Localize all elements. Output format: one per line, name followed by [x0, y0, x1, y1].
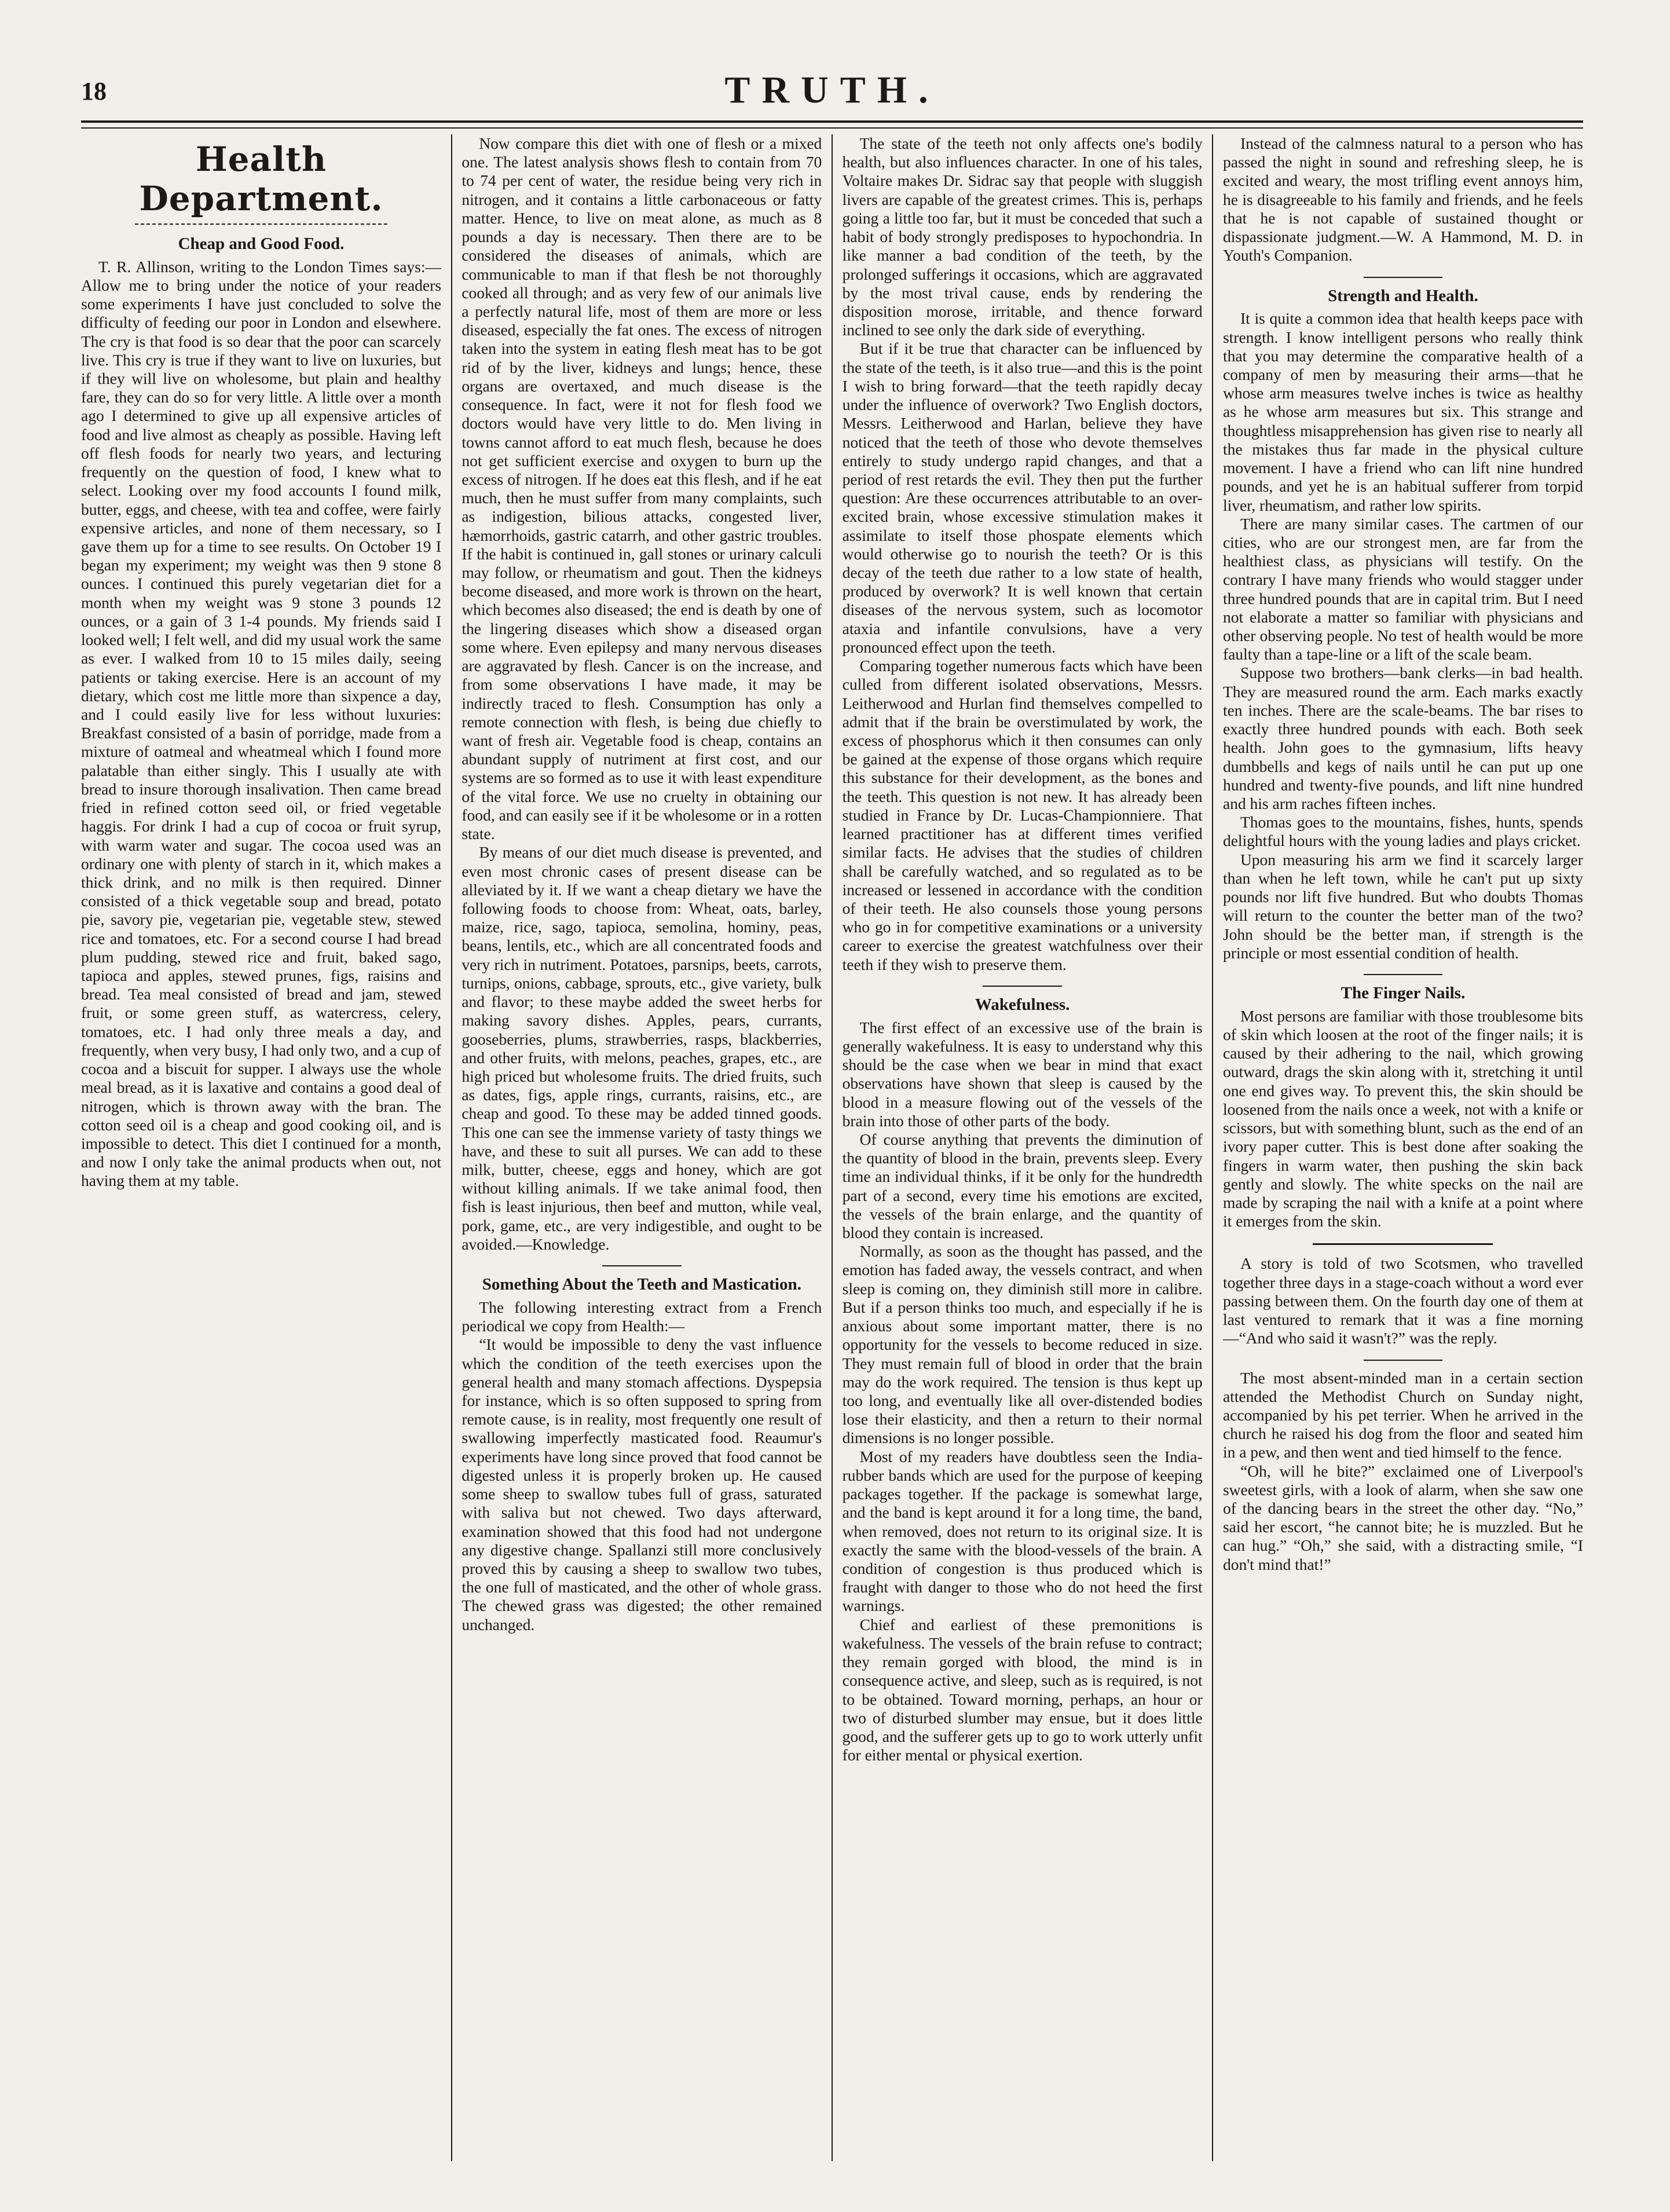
paragraph: Of course anything that prevents the diminution of the quantity of blood in the brain, prevents sleep. Every time an individual thinks, if it be only for the hundredth part of a second, every time his emotions are excited, the vessels of the brain enlarge, and the quantity of blood they contain is increased. — [842, 1130, 1203, 1242]
paragraph: Thomas goes to the mountains, fishes, hunts, spends delightful hours with the young ladies and plays cricket. — [1222, 813, 1583, 850]
column-3 — [843, 134, 1203, 2161]
article-heading-strength: Strength and Health. — [1328, 286, 1478, 305]
section-separator — [602, 1265, 682, 1266]
section-separator — [1364, 1360, 1443, 1361]
paragraph: Chief and earliest of these premonitions is wakefulness. The vessels of the brain refuse to contract; they remain gorged with blood, the mind is in consequence active, and sleep, such as is required, is not to be obtained. Toward morning, perhaps, an hour or two of disturbed slumber may ensue, but it does little good, and the sufferer gets up to go to work utterly unfit for either mental or physical exertion. — [842, 1615, 1203, 1764]
paragraph: T. R. Allinson, writing to the London Times says:—Allow me to bring under the notice of your readers some experiments I have just concluded to solve the difficulty of feeding our poor in London and elsewhere. The cry is that food is so dear that the poor can scarcely live. This cry is true if they want to live on luxuries, but if they will live on wholesome, but plain and healthy fare, they can do so for very little. A little over a month ago I determined to give up all expensive articles of food and live almost as cheaply as possible. Having left off flesh foods for nearly two years, and lecturing frequently on the question of food, I knew what to select. Looking over my food accounts I found milk, butter, eggs, and cheese, with tea and coffee, were fairly expensive articles, and none of them necessary, so I gave them up for a time to see results. On October 19 I began my experiment; my weight was then 9 stone 8 ounces. I continued this purely vegetarian diet for a month when my weight was 9 stone 3 pounds 12 ounces, or a gain of 3 1-4 pounds. My friends said I looked well; I felt well, and did my usual work the same as ever. I walked from 10 to 15 miles daily, seeing patients or taking exercise. Here is an account of my dietary, which cost me little more than sixpence a day, and I could easily live for less without luxuries: Breakfast consisted of a basin of porridge, made from a mixture of oatmeal and wheatmeal which I found more palatable than either singly. This I usually ate with bread to insure thorough insalivation. Then came bread fried in refined cotton seed oil, or fried vegetable haggis. For drink I had a cup of cocoa or fruit syrup, with warm water and sugar. The cocoa used was an ordinary one with plenty of starch in it, which makes a thick drink, and no milk is then required. Dinner consisted of a thick vegetable soup and bread, potato pie, savory pie, vegetarian pie, vegetable stew, stewed rice and tomatoes, etc. For a second course I had bread plum pudding, stewed rice and fruit, baked sago, tapioca and apples, stewed prunes, figs, raisins and bread. Tea meal consisted of bread and jam, stewed fruit, or some green stuff, as watercress, celery, tomatoes, etc. I had only three meals a day, and frequently, when very busy, I had only two, and a cup of cocoa and a biscuit for supper. I always use the whole meal bread, as it is laxative and contains a good deal of nitrogen, which is thrown away with the bran. The cotton seed oil is a cheap and good cooking oil, and is impossible to detect. This diet I continued for a month, and now I only take the animal products when out, not having them at my table. — [81, 257, 441, 1190]
section-separator — [1364, 277, 1443, 278]
column-divider — [832, 134, 833, 2161]
paragraph: Now compare this diet with one of flesh or a mixed one. The latest analysis shows flesh to contain from 70 to 74 per cent of water, the residue being very rich in nitrogen, and it contains a little carbonaceous or fatty matter. Hence, to live on meat alone, as much as 8 pounds a day is necessary. Then there are to be considered the diseases of animals, which are communicable to man if that flesh be not thoroughly cooked all through; and as very few of our animals live a perfectly natural life, most of them are more or less diseased, especially the fat ones. The excess of nitrogen taken into the system in eating flesh meat has to be got rid of by the liver, kidneys and lungs; hence, these organs are overtaxed, and much disease is the consequence. In fact, were it not for flesh food we doctors would have very little to do. Men living in towns cannot afford to eat much flesh, because he does not get sufficient exercise and oxygen to burn up the excess of nitrogen. If he does eat this flesh, and if he eat much, then he must suffer from many complaints, such as indigestion, bilious attacks, congested liver, hæmorrhoids, gastric catarrh, and other gastric troubles. If the habit is continued in, gall stones or urinary calculi may follow, or rheumatism and gout. Then the kidneys become diseased, and more work is thrown on the heart, which becomes also diseased; the end is death by one of the lingering diseases which show a diseased organ some where. Even epilepsy and many nervous diseases are aggravated by flesh. Cancer is on the increase, and from some observations I have made, it may be indirectly traced to flesh. Consumption has only a remote connection with flesh, is being due chiefly to want of fresh air. Vegetable food is cheap, contains an abundant supply of nutriment at first cost, and our systems are so formed as to use it with least expenditure of the vital force. We use no cruelty in obtaining our food, and can easily see if it be wholesome or in a rotten state. — [462, 134, 822, 843]
section-separator — [983, 986, 1062, 987]
masthead-rule — [81, 120, 1583, 123]
masthead-title: TRUTH. — [724, 69, 940, 111]
article-heading-cheap-food: Cheap and Good Food. — [178, 234, 345, 253]
paragraph: “Oh, will he bite?” exclaimed one of Liverpool's sweetest girls, with a look of alarm, when she saw one of the dancing bears in the street the other day. “No,” said her escort, “he cannot bite; he is muzzled. But he can hug.” “Oh,” she said, with a distracting smile, “I don't mind that!” — [1222, 1462, 1583, 1573]
article-heading-nails: The Finger Nails. — [1341, 983, 1466, 1002]
paragraph: There are many similar cases. The cartmen of our cities, who are our strongest men, are far from the healthiest class, as physicians will testify. On the contrary I have many friends who would stagger under three hundred pounds that are in capital trim. But I need not elaborate a matter so familiar with physicians and other observing people. No test of health would be more faulty than a tape-line or a lift of the scale beam. — [1222, 514, 1583, 664]
section-separator — [1313, 1243, 1493, 1245]
paragraph: Most of my readers have doubtless seen the India-rubber bands which are used for the purpose of keeping packages together. If the package is somewhat large, and the band is kept around it for a long time, the band, when removed, does not return to its original size. It is exactly the same with the blood-vessels of the brain. A condition of congestion is thus produced which is fraught with danger to those who do not heed the first warnings. — [842, 1447, 1203, 1615]
columns — [81, 134, 1583, 2161]
paragraph: Upon measuring his arm we find it scarcely larger than when he left town, while he can't put up sixty pounds nor lift five hundred. But who doubts Thomas will return to the counter the better man of the two? John should be the better man, if strength is the principle or most essential condition of health. — [1222, 850, 1583, 962]
page-number: 18 — [81, 77, 107, 105]
paragraph: By means of our diet much disease is prevented, and even most chronic cases of present disease can be alleviated by it. If we want a cheap dietary we have the following foods to choose from: Wheat, oats, barley, maize, rice, sago, tapioca, semolina, hominy, peas, beans, lentils, etc., which are all concentrated foods and very rich in nutriment. Potatoes, parsnips, beets, carrots, turnips, onions, cabbage, sprouts, etc., give variety, bulk and flavor; to these maybe added the sweet herbs for making savory dishes. Apples, pears, currants, gooseberries, plums, strawberries, rasps, blackberries, and other fruits, with melons, peaches, grapes, etc., are high priced but wholesome fruits. The dried fruits, such as dates, figs, apple rings, currants, raisins, etc., are cheap and good. To these may be added tinned goods. This one can see the immense variety of tasty things we have, and these to suit all purses. We can add to these milk, butter, cheese, eggs and honey, which are got without killing animals. If we take animal food, then fish is least injurious, then beef and mutton, while veal, pork, game, etc., are very indigestible, and ought to be avoided.—Knowledge. — [462, 843, 822, 1253]
column-divider — [1212, 134, 1213, 2161]
paragraph: Normally, as soon as the thought has passed, and the emotion has faded away, the vessels contract, and when sleep is coming on, they diminish still more in calibre. But if a person thinks too much, and especially if he is anxious about some important matter, there is no opportunity for the vessels to become reduced in size. They must remain full of blood in order that the brain may do the work required. The tension is thus kept up too long, and eventually like all over-distended bodies lose their elasticity, and then a return to their normal dimensions is no longer possible. — [842, 1242, 1203, 1447]
paragraph: “It would be impossible to deny the vast influence which the condition of the teeth exercises upon the general health and many stomach affections. Dyspepsia for instance, which is so often supposed to spring from remote cause, is in reality, most frequently one result of swallowing imperfectly masticated food. Reaumur's experiments have long since proved that food cannot be digested unless it is properly broken up. He caused some sheep to swallow tubes full of grass, saturated with saliva but not chewed. Two days afterward, examination showed that this food had not undergone any digestive change. Spallanzi still more conclusively proved this by causing a sheep to swallow two tubes, the one full of masticated, and the other of whole grass. The chewed grass was digested; the other remained unchanged. — [462, 1335, 822, 1634]
paragraph: The first effect of an excessive use of the brain is generally wakefulness. It is easy to understand why this should be the case when we bear in mind that exact observations have shown that sleep is caused by the blood in a measure flowing out of the vessels of the brain into those of other parts of the body. — [842, 1018, 1203, 1130]
article-heading-wakefulness: Wakefulness. — [975, 995, 1070, 1014]
title-rule — [135, 224, 387, 225]
department-title: Health Department. — [139, 140, 383, 218]
paragraph: The state of the teeth not only affects one's bodily health, but also influences character. In one of his tales, Voltaire makes Dr. Sidrac say that people with sluggish livers are capable of the greatest crimes. This is, perhaps going a little too far, but it must be conceded that such a habit of body strongly predisposes to hypochondria. In like manner a bad condition of the teeth, by the prolonged sufferings it occasions, which are aggravated by the most trival cause, ends by rendering the disposition morose, irritable, and thence forward inclined to see only the dark side of everything. — [842, 134, 1203, 339]
masthead — [81, 68, 1583, 120]
paragraph: But if it be true that character can be influenced by the state of the teeth, is it also true—and this is the point I wish to bring forward—that the teeth rapidly decay under the influence of overwork? Two English doctors, Messrs. Leitherwood and Harlan, believe they have noticed that the teeth of those who devote themselves entirely to study undergo rapid changes, and that a period of rest retards the evil. They then put the further question: Are these occurrences attributable to an over-excited brain, whose excessive stimulation makes it assimilate to itself those phospate elements which would otherwise go to nourish the teeth? Or is this decay of the teeth due rather to a low state of health, produced by overwork? It is well known that certain diseases of the nervous system, such as locomotor ataxia and infantile convulsions, have a very pronounced effect upon the teeth. — [842, 339, 1203, 656]
paragraph: A story is told of two Scotsmen, who travelled together three days in a stage-coach without a word ever passing between them. On the fourth day one of them at last ventured to remark that it was a fine morning—“And who said it wasn't?” was the reply. — [1222, 1254, 1583, 1347]
column-1 — [81, 134, 441, 2161]
paragraph: The following interesting extract from a French periodical we copy from Health:— — [462, 1298, 822, 1335]
masthead-rule-thin — [81, 127, 1583, 129]
column-4 — [1223, 134, 1583, 2161]
article-heading-teeth: Something About the Teeth and Mastication. — [482, 1275, 801, 1294]
paragraph: Most persons are familiar with those troublesome bits of skin which loosen at the root of the finger nails; it is caused by their adhering to the nail, which growing outward, drags the skin along with it, stretching it until one end gives way. To prevent this, the skin should be loosened from the nails once a week, not with a knife or scissors, but with something blunt, such as the end of an ivory paper cutter. This is best done after soaking the fingers in warm water, then pushing the skin back gently and slowly. The white specks on the nail are made by scraping the nail with a knife at a point where it emerges from the skin. — [1222, 1006, 1583, 1230]
section-separator — [1364, 974, 1443, 975]
column-divider — [451, 134, 452, 2161]
column-2 — [462, 134, 822, 2161]
paragraph: The most absent-minded man in a certain section attended the Methodist Church on Sunday night, accompanied by his pet terrier. When he arrived in the church he raised his dog from the floor and seated him in a pew, and then went and tied himself to the fence. — [1222, 1368, 1583, 1462]
paragraph: Instead of the calmness natural to a person who has passed the night in sound and refreshing sleep, he is excited and weary, the most trifling event annoys him, he is disagreeable to his family and friends, and he feels that he is not capable of sustained thought or dispassionate judgment.—W. A Hammond, M. D. in Youth's Companion. — [1222, 134, 1583, 265]
paragraph: It is quite a common idea that health keeps pace with strength. I know intelligent persons who really think that you may determine the comparative health of a company of men by measuring their arms—that he whose arm measures twelve inches is twice as healthy as he whose arm measures but six. This strange and thoughtless misapprehension has given rise to nearly all the mistakes thus far made in the physical culture movement. I have a friend who can lift nine hundred pounds, and yet he is an habitual sufferer from torpid liver, rheumatism, and rather low spirits. — [1222, 309, 1583, 514]
paragraph: Suppose two brothers—bank clerks—in bad health. They are measured round the arm. Each marks exactly ten inches. There are the scale-beams. The bar rises to exactly three hundred pounds with each. Both seek health. John goes to the gymnasium, lifts heavy dumbbells and kegs of nails until he can put up one hundred and twenty-five pounds, and lift nine hundred and his arm raches fifteen inches. — [1222, 664, 1583, 813]
paragraph: Comparing together numerous facts which have been culled from different isolated observations, Messrs. Leitherwood and Hurlan find themselves compelled to admit that if the brain be overstimulated by work, the excess of phosphorus which it then consumes can only be gained at the expense of those organs which require this substance for their development, as the bones and the teeth. This question is not new. It has already been studied in France by Dr. Lucas-Championniere. That learned practitioner has at different times verified similar facts. He advises that the studies of children shall be carefully watched, and so regulated as to be increased or lessened in accordance with the condition of their teeth. He also counsels those young persons who go in for competitive examinations or a university career to exercise the greatest watchfulness over their teeth if they wish to preserve them. — [842, 657, 1203, 973]
